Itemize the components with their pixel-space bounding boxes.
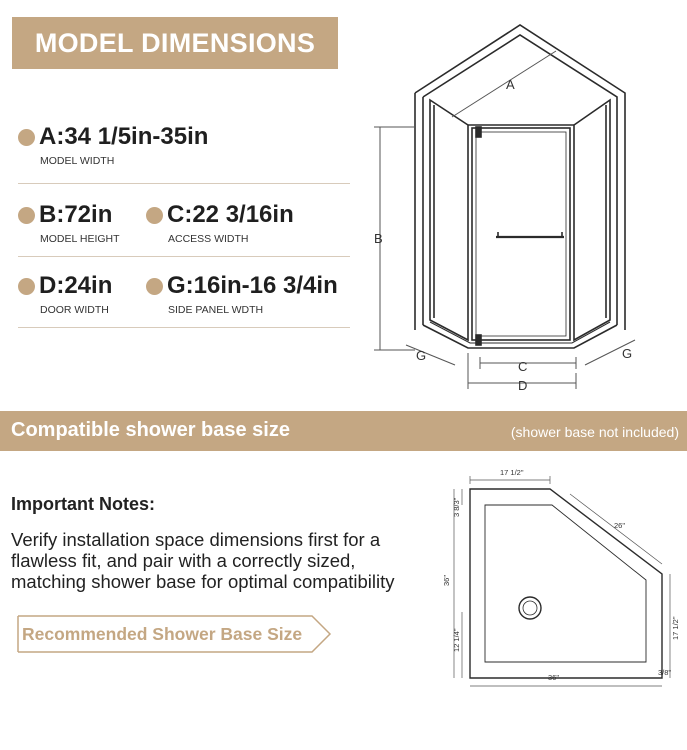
divider bbox=[18, 327, 350, 328]
section-note: (shower base not included) bbox=[510, 424, 679, 440]
divider bbox=[18, 256, 350, 257]
spec-model-height bbox=[18, 203, 120, 245]
door-hinge bbox=[476, 127, 481, 137]
shower-base-plan-diagram bbox=[440, 462, 685, 692]
dimension-label-a: A bbox=[506, 77, 515, 92]
base-dim-corner: 3/8" bbox=[658, 668, 672, 677]
spec-door-width bbox=[18, 274, 112, 316]
spec-value: G:16in-16 3/4in bbox=[167, 272, 338, 299]
spec-value: B:72in bbox=[39, 201, 113, 228]
spec-label: MODEL WIDTH bbox=[40, 155, 115, 167]
door-panel bbox=[472, 128, 570, 340]
dimension-label-d: D bbox=[518, 378, 528, 393]
notes-body: Verify installation space dimensions first for a flawless fit, and pair with a correctly sized, matching shower base for optimal compatibility bbox=[11, 529, 395, 592]
spec-value: C:22 3/16in bbox=[167, 201, 294, 228]
bullet-dot bbox=[18, 129, 35, 146]
spec-value: D:24in bbox=[39, 272, 113, 299]
bullet-dot bbox=[18, 278, 35, 295]
recommended-base-size-button[interactable] bbox=[12, 615, 332, 658]
spec-value: A:34 1/5in-35in bbox=[39, 123, 209, 150]
button-label: Recommended Shower Base Size bbox=[22, 624, 303, 644]
bullet-dot bbox=[146, 278, 163, 295]
spec-access-width bbox=[146, 203, 294, 245]
base-outline bbox=[470, 489, 662, 678]
base-dim-right: 17 1/2" bbox=[671, 616, 680, 640]
wall-outline bbox=[423, 35, 617, 325]
spec-side-panel-width bbox=[146, 274, 338, 316]
drain-icon bbox=[519, 597, 541, 619]
page-title: MODEL DIMENSIONS bbox=[12, 17, 338, 69]
base-dim-top: 17 1/2" bbox=[500, 468, 524, 477]
base-dim-top-left: 3 8/3" bbox=[452, 497, 461, 517]
spec-label: SIDE PANEL WDTH bbox=[168, 304, 264, 316]
dimension-label-g: G bbox=[416, 348, 427, 363]
spec-label: MODEL HEIGHT bbox=[40, 233, 120, 245]
base-dim-bottom-left: 12 1/4" bbox=[452, 628, 461, 652]
wall-outline bbox=[415, 25, 625, 330]
base-dim-bottom: 36" bbox=[548, 673, 560, 682]
side-panel-left bbox=[430, 100, 468, 340]
spec-label: ACCESS WIDTH bbox=[168, 233, 249, 245]
spec-model-width bbox=[18, 125, 208, 167]
dimension-label-g: G bbox=[622, 346, 633, 361]
dimension-label-c: C bbox=[518, 359, 528, 374]
dimension-label-b: B bbox=[374, 231, 383, 246]
section-header bbox=[0, 411, 687, 451]
bullet-dot bbox=[146, 207, 163, 224]
divider bbox=[18, 183, 350, 184]
side-panel-right bbox=[574, 100, 610, 340]
base-dim-left: 36" bbox=[442, 574, 451, 586]
shower-enclosure-diagram bbox=[360, 15, 680, 400]
notes-title: Important Notes: bbox=[11, 494, 155, 514]
bullet-dot bbox=[18, 207, 35, 224]
base-dim-diagonal: 26" bbox=[614, 521, 626, 530]
spec-label: DOOR WIDTH bbox=[40, 304, 109, 316]
shower-base-outline bbox=[423, 325, 617, 348]
section-title: Compatible shower base size bbox=[11, 419, 290, 441]
